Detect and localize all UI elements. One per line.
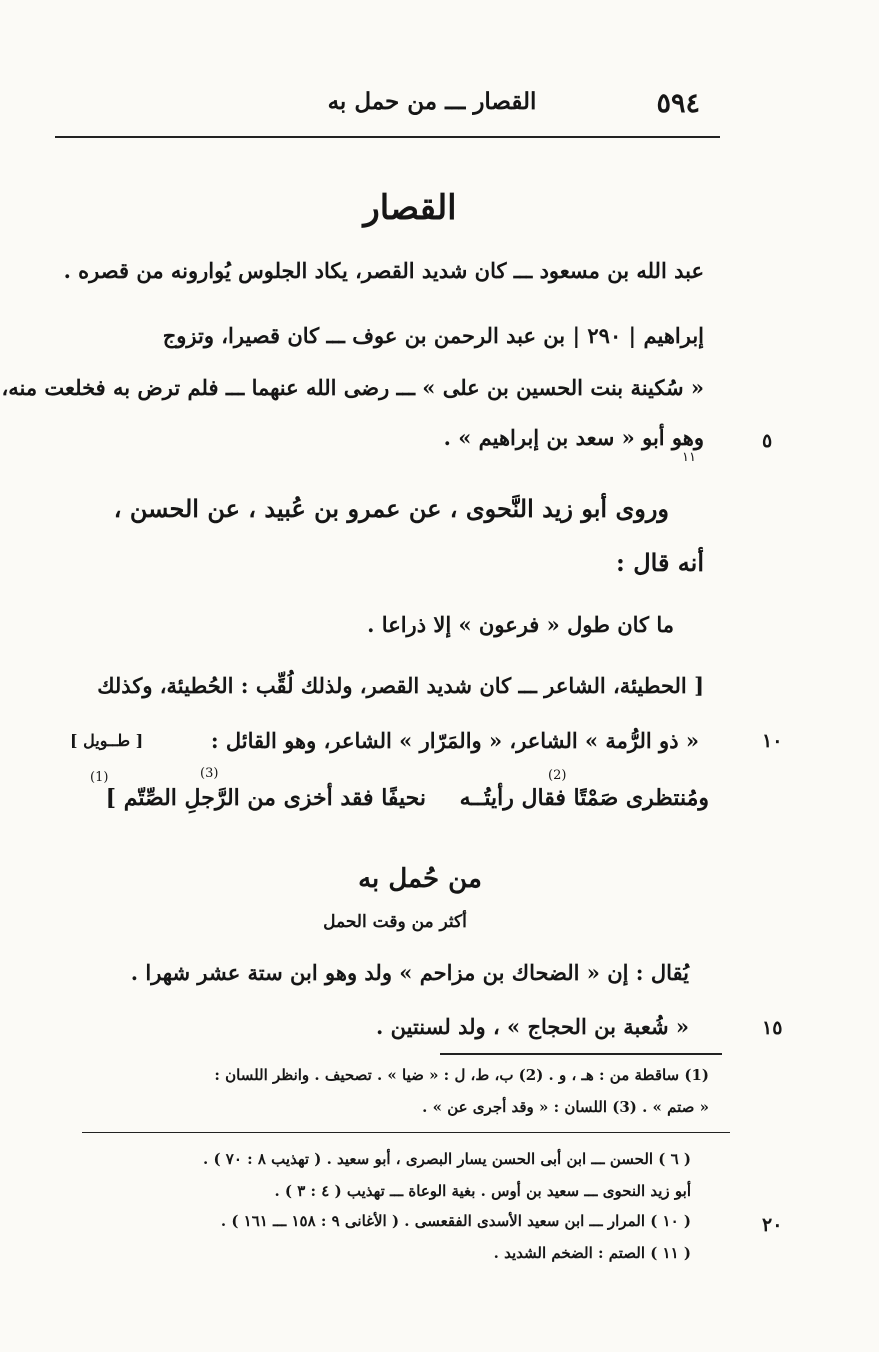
section-title-qisar: القصار [363, 188, 457, 228]
footnote-rule [440, 1053, 722, 1055]
body-line: إبراهيم | ٢٩٠ | بن عبد الرحمن بن عوف ـــ كان قصيرا، وتزوج [162, 323, 704, 348]
verse-hemistich-left: نحيفًا فقد أخزى من الرَّجلِ الصِّتّم ] [105, 785, 426, 811]
line-number: ٢٠ [762, 1214, 783, 1236]
apparatus-line: « صتم » . (3) اللسان : « وقد أجرى عن » . [422, 1098, 709, 1116]
apparatus-line: (1) ساقطة من : هـ ، و . (2) ب، ط، ل : « ضيا » . تصحيف . وانظر اللسان : [214, 1066, 709, 1084]
page-number: ٥٩٤ [656, 88, 700, 119]
note-line: ( ٦ ) الحسن ـــ ابن أبى الحسن يسار البصرى ، أبو سعيد . ( تهذيب ٨ : ٧٠ ) . [203, 1150, 691, 1168]
body-line: [ الحطيئة، الشاعر ـــ كان شديد القصر، ولذلك لُقِّب : الحُطيئة، وكذلك [97, 673, 704, 698]
page-header [60, 86, 700, 126]
body-line: ما كان طول « فرعون » إلا ذراعا . [367, 612, 674, 637]
section-title-hamala: من حُمل به [358, 864, 482, 894]
body-line: « ذو الرُّمة » الشاعر، « والمَرّار » الشاعر، وهو القائل : [210, 728, 699, 753]
line-number: ٥ [762, 430, 773, 452]
line-number: ١٠ [762, 730, 783, 752]
body-line: « شُعبة بن الحجاج » ، ولد لسنتين . [376, 1014, 689, 1039]
margin-mark: ١١ [682, 450, 696, 465]
verse-hemistich-right: ومُنتظرى صَمْتًا فقال رأيتُــه [459, 785, 709, 811]
body-line: وهو أبو « سعد بن إبراهيم » . [443, 425, 704, 450]
note-line: ( ١٠ ) المرار ـــ ابن سعيد الأسدى الفقعسى . ( الأغانى ٩ : ١٥٨ ـــ ١٦١ ) . [220, 1212, 691, 1230]
note-line: ( ١١ ) الصتم : الضخم الشديد . [493, 1244, 691, 1262]
section-subtitle: أكثر من وقت الحمل [323, 912, 467, 932]
footnote-marker: (1) [90, 770, 109, 785]
body-line: وروى أبو زيد النَّحوى ، عن عمرو بن عُبيد ، عن الحسن ، [113, 494, 669, 523]
meter-label: [ طــويل ] [70, 731, 144, 750]
running-title: القصار ـــ من حمل به [327, 88, 537, 115]
footnote-marker: (2) [548, 768, 567, 783]
body-line: يُقال : إن « الضحاك بن مزاحم » ولد وهو ابن ستة عشر شهرا . [130, 960, 689, 985]
body-line: عبد الله بن مسعود ـــ كان شديد القصر، يكاد الجلوس يُوارونه من قصره . [63, 258, 704, 283]
note-line: أبو زيد النحوى ـــ سعيد بن أوس . بغية الوعاة ـــ تهذيب ( ٤ : ٣ ) . [274, 1182, 691, 1200]
line-number: ١٥ [762, 1017, 783, 1039]
notes-rule [82, 1132, 730, 1133]
body-line: « سُكينة بنت الحسين بن على » ـــ رضى الله عنهما ـــ فلم ترض به فخلعت منه، [1, 375, 704, 400]
footnote-marker: (3) [200, 766, 219, 781]
body-line: أنه قال : [615, 548, 704, 577]
header-rule [55, 136, 720, 138]
